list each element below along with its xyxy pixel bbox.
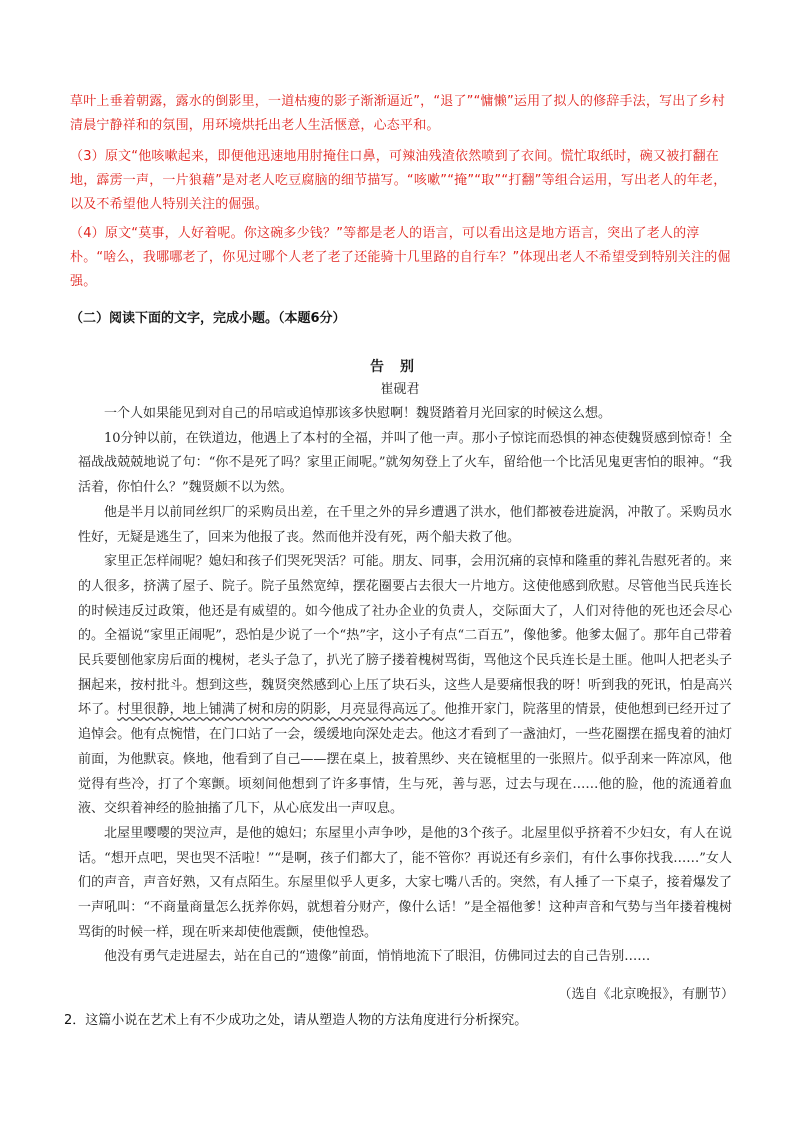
story-paragraph: 北屋里嘤嘤的哭泣声，是他的媳妇；东屋里小声争吵，是他的3个孩子。北屋里似乎挤着不少妇女，有人在说话。“想开点吧，哭也哭不活啦！”“是啊，孩子们都大了，能不管你？再说还有乡亲们，有什么事你找我……”女人们的声音，声音好熟，又有点陌生。东屋里似乎人更多，大家七嘴八舌的。突然，有人捶了一下桌子，接着爆发了一声吼叫：“不商量商量怎么抚养你妈，就想着分财产，像什么话！”是全福他爹！这种声音和气势与当年搂着槐树骂街的时候一样，现在听来却使他震颤，使他惶恐。: [78, 825, 732, 940]
story-paragraph: 10分钟以前，在铁道边，他遇上了本村的全福，并叫了他一声。那小子惊诧而恐惧的神态使魏贤感到惊奇！全福战战兢兢地说了句：“你不是死了吗？家里正闹呢。”就匆匆登上了火车，留给他一个比活见鬼更害怕的眼神。“我活着，你怕什么？”魏贤颇不以为然。: [78, 430, 732, 496]
answer-text: （4）原文“莫事，人好着呢。你这碗多少钱？”等都是老人的语言，可以看出这是地方语言，突出了老人的淳朴。“啥么，我哪哪老了，你见过哪个人老了老了还能骑十几里路的自行车？”体现出老人不希望受到特别关注的倔强。: [70, 226, 731, 289]
answer-paragraph-3: [70, 145, 738, 217]
story-text: 他推开家门，院落里的情景，使他想到已经开过了追悼会。他有点惋惜，在门口站了一会，缓缓地向深处走去。他这才看到了一盏油灯，一些花圈摆在摇曳着的油灯前面，为他默哀。倏地，他看到了自己——摆在桌上，披着黑纱、夹在镜框里的一张照片。似乎刮来一阵凉风，他觉得有些冷，打了个寒颤。顷刻间他想到了许多事情，生与死，善与恶，过去与现在……他的脸，他的流通着血液、交织着神经的脸抽搐了几下，从心底发出一声叹息。: [78, 702, 732, 817]
answer-paragraph-4: [70, 222, 738, 294]
story-text: 家里正怎样闹呢？媳妇和孩子们哭死哭活？可能。朋友、同事，会用沉痛的哀悼和隆重的葬礼告慰死者的。来的人很多，挤满了屋子、院子。院子虽然宽绰，摆花圈要占去很大一片地方。这使他感到欣慰。尽管他当民兵连长的时候违反过政策，他还是有威望的。如今他成了社办企业的负责人，交际面大了，人们对待他的死也还会尽心的。全福说“家里正闹呢”，恐怕是少说了一个“热”字，这小子有点“二百五”，像他爹。他爹太倔了。那年自己带着民兵要刨他家房后面的槐树，老头子急了，扒光了膀子搂着槐树骂街，骂他这个民兵连长是土匪。他叫人把老头子捆起来，按村批斗。想到这些，魏贤突然感到心上压了块石头，这些人是要痛恨我的呀！听到我的死讯，怕是高兴坏了。: [78, 554, 732, 718]
answer-text: 草叶上垂着朝露，露水的倒影里，一道枯瘦的影子渐渐逼近”，“退了”“慵懒”运用了拟人的修辞手法，写出了乡村清晨宁静祥和的氛围，用环境烘托出老人生活惬意，心态平和。: [70, 94, 726, 133]
story-paragraph: [78, 550, 732, 822]
answer-paragraph-environment: [70, 90, 738, 138]
story-paragraph: 他没有勇气走进屋去，站在自己的“遗像”前面，悄悄地流下了眼泪，仿佛同过去的自己告别……: [104, 949, 651, 965]
story-author: 崔砚君: [380, 382, 420, 397]
story-title: 告别: [370, 359, 430, 375]
question-2: 2．这篇小说在艺术上有不少成功之处，请从塑造人物的方法角度进行分析探究。: [64, 1013, 528, 1028]
story-body: [78, 402, 732, 970]
story-paragraph: 他是半月以前同丝织厂的采购员出差，在千里之外的异乡遭遇了洪水，他们都被卷进旋涡，冲散了。采购员水性好，无疑是逃生了，回来为他报了丧。然而他并没有死，两个船夫救了他。: [78, 504, 732, 545]
section-heading: （二）阅读下面的文字，完成小题。（本题6分）: [70, 311, 346, 326]
answer-text: （3）原文“他咳嗽起来，即便他迅速地用肘掩住口鼻，可辣油残渣依然喷到了衣间。慌忙取纸时，碗又被打翻在地，霹雳一声，一片狼藉”是对老人吃豆腐脑的细节描写。“咳嗽”“掩”“取”“打翻”等组合运用，写出老人的年老，以及不希望他人特别关注的倔强。: [70, 149, 727, 212]
story-paragraph: 一个人如果能见到对自己的吊唁或追悼那该多快慰啊！魏贤踏着月光回家的时候这么想。: [104, 406, 612, 421]
wavy-underlined-sentence: 村里很静，地上铺满了树和房的阴影，月亮显得高远了。: [117, 702, 445, 718]
story-source: （选自《北京晚报》，有删节）: [558, 987, 734, 1002]
